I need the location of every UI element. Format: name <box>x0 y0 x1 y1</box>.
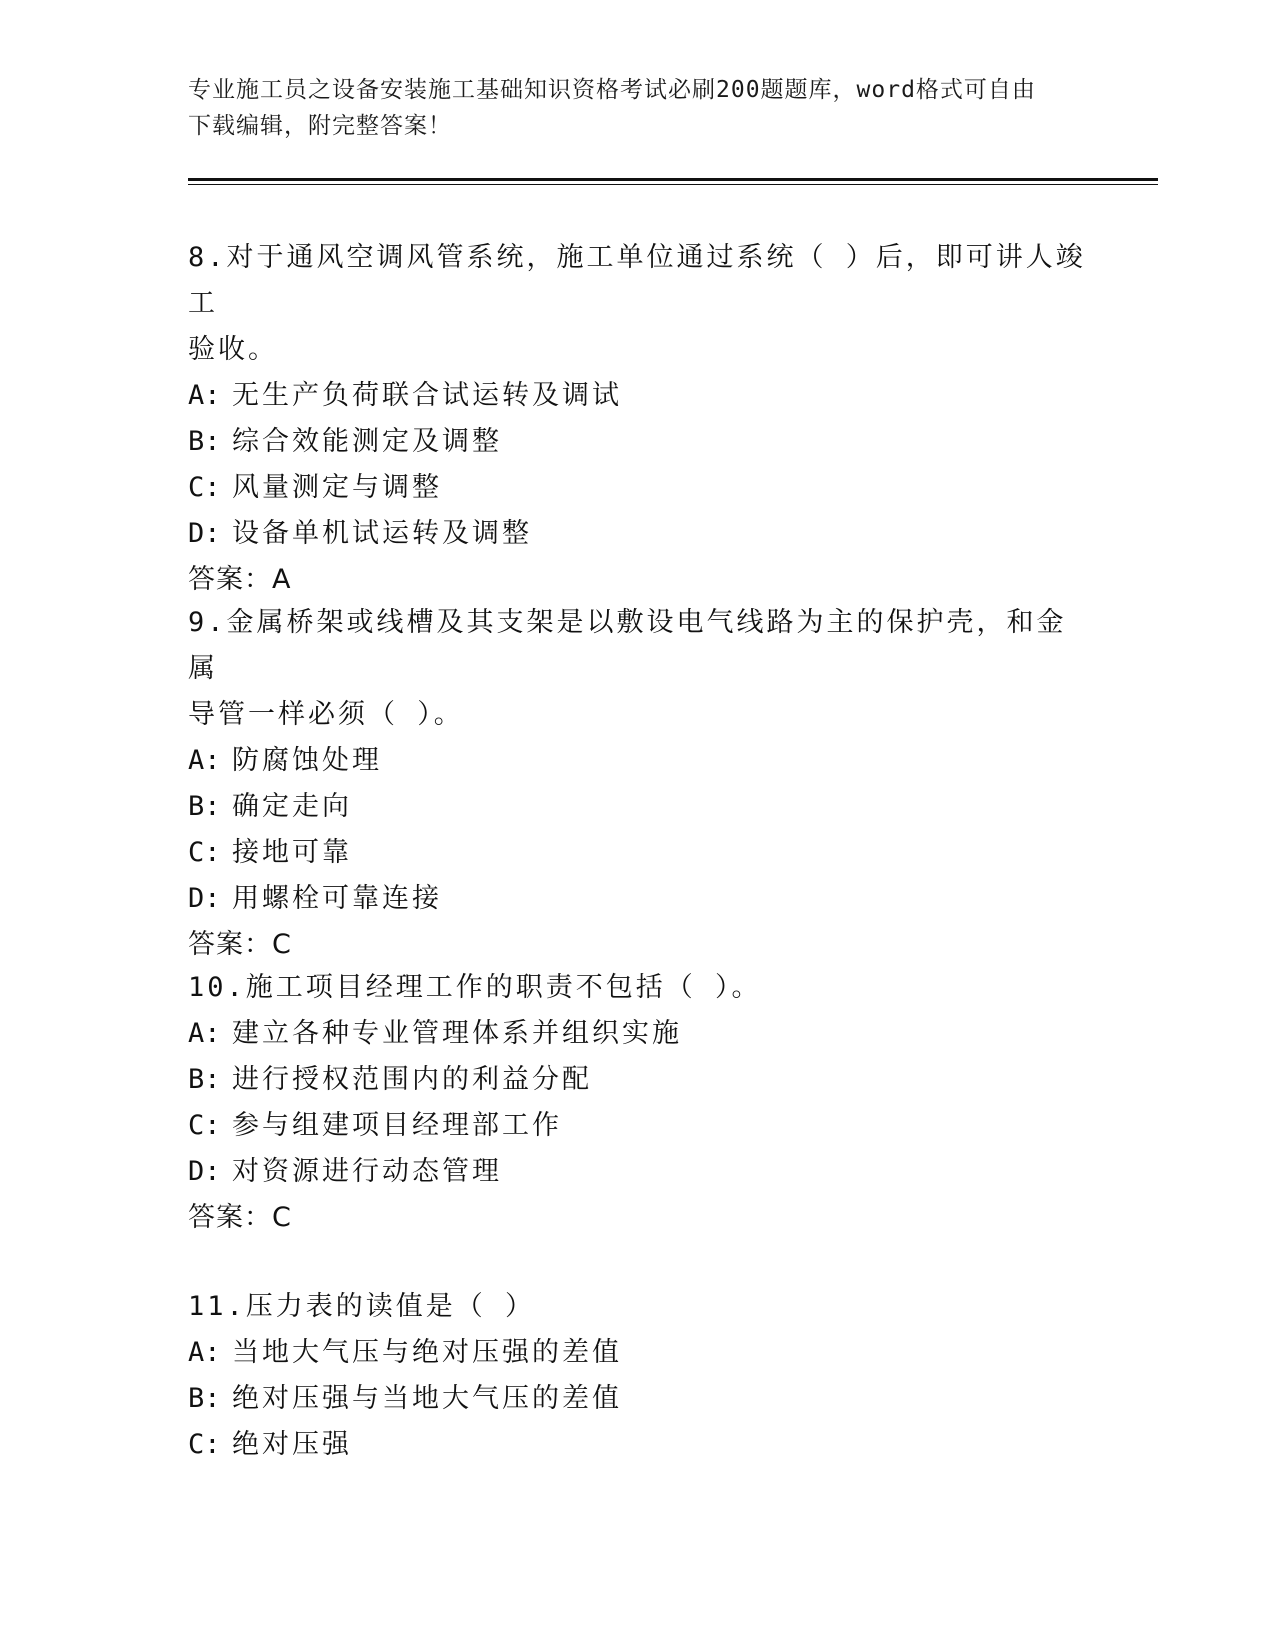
option-letter: C: <box>188 837 221 868</box>
option-a <box>188 1330 1088 1376</box>
question-text-line: 10.施工项目经理工作的职责不包括（ ）。 <box>188 972 762 1003</box>
option-text: 无生产负荷联合试运转及调试 <box>232 380 622 411</box>
question-11 <box>188 1284 1088 1468</box>
question-10 <box>188 965 1088 1241</box>
option-text: 对资源进行动态管理 <box>232 1156 502 1187</box>
option-letter: D: <box>188 883 221 914</box>
question-text-line: 9.金属桥架或线槽及其支架是以敷设电气线路为主的保护壳，和金属 <box>188 607 1067 684</box>
option-b <box>188 784 1088 830</box>
option-letter: A: <box>188 1337 221 1368</box>
option-letter: D: <box>188 1156 221 1187</box>
question-text-line: 验收。 <box>188 334 278 365</box>
answer-line: 答案：A <box>188 564 292 595</box>
header-line-2: 下载编辑，附完整答案！ <box>188 113 452 139</box>
option-d <box>188 1149 1088 1195</box>
option-a <box>188 1011 1088 1057</box>
question-text-line: 11.压力表的读值是（ ） <box>188 1291 536 1322</box>
option-text: 防腐蚀处理 <box>232 745 382 776</box>
header-divider-thin <box>188 184 1158 185</box>
option-letter: B: <box>188 426 221 457</box>
option-text: 参与组建项目经理部工作 <box>232 1110 562 1141</box>
option-text: 进行授权范围内的利益分配 <box>232 1064 592 1095</box>
header-line-1: 专业施工员之设备安装施工基础知识资格考试必刷200题题库，word格式可自由 <box>188 77 1036 103</box>
question-8 <box>188 235 1088 603</box>
option-letter: C: <box>188 472 221 503</box>
option-d <box>188 511 1088 557</box>
option-c <box>188 465 1088 511</box>
option-c <box>188 1103 1088 1149</box>
option-c <box>188 1422 1088 1468</box>
option-letter: B: <box>188 791 221 822</box>
question-text-line: 8.对于通风空调风管系统，施工单位通过系统（ ）后，即可讲人竣工 <box>188 242 1086 319</box>
option-text: 设备单机试运转及调整 <box>232 518 532 549</box>
document-header <box>188 72 1088 144</box>
option-a <box>188 738 1088 784</box>
option-c <box>188 830 1088 876</box>
answer-line: 答案：C <box>188 929 292 960</box>
option-text: 绝对压强 <box>232 1429 352 1460</box>
option-text: 当地大气压与绝对压强的差值 <box>232 1337 622 1368</box>
option-d <box>188 876 1088 922</box>
option-letter: A: <box>188 1018 221 1049</box>
option-letter: D: <box>188 518 221 549</box>
header-divider-thick <box>188 178 1158 181</box>
question-text-line: 导管一样必须（ ）。 <box>188 699 464 730</box>
option-text: 风量测定与调整 <box>232 472 442 503</box>
option-letter: A: <box>188 380 221 411</box>
question-9 <box>188 600 1088 968</box>
option-text: 接地可靠 <box>232 837 352 868</box>
option-text: 用螺栓可靠连接 <box>232 883 442 914</box>
option-text: 确定走向 <box>232 791 352 822</box>
option-text: 绝对压强与当地大气压的差值 <box>232 1383 622 1414</box>
option-letter: C: <box>188 1429 221 1460</box>
option-b <box>188 1376 1088 1422</box>
option-text: 建立各种专业管理体系并组织实施 <box>232 1018 682 1049</box>
option-text: 综合效能测定及调整 <box>232 426 502 457</box>
option-b <box>188 419 1088 465</box>
option-letter: B: <box>188 1383 221 1414</box>
option-a <box>188 373 1088 419</box>
option-b <box>188 1057 1088 1103</box>
option-letter: B: <box>188 1064 221 1095</box>
option-letter: A: <box>188 745 221 776</box>
answer-line: 答案：C <box>188 1202 292 1233</box>
option-letter: C: <box>188 1110 221 1141</box>
